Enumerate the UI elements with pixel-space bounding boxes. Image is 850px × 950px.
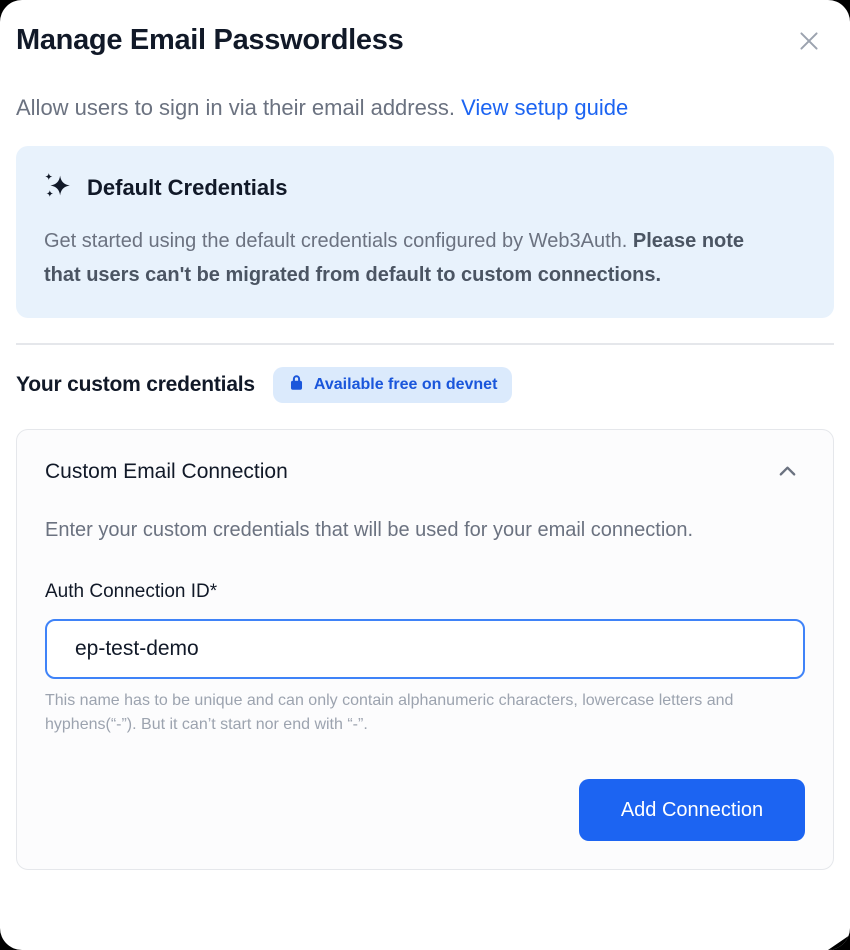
default-credentials-banner	[16, 146, 834, 318]
cursor-artifact	[828, 935, 850, 950]
banner-description	[44, 224, 774, 292]
page-title: Manage Email Passwordless	[16, 24, 404, 56]
auth-connection-id-helper: This name has to be unique and can only contain alphanumeric characters, lowercase letters and hyphens(“-”). But it can’t start nor end with “-”.	[45, 692, 734, 733]
auth-connection-id-input[interactable]	[45, 619, 805, 679]
custom-credentials-header	[16, 367, 834, 403]
custom-email-connection-card	[16, 429, 834, 870]
lock-icon	[288, 374, 305, 396]
devnet-badge-label: Available free on devnet	[313, 376, 498, 393]
collapse-button[interactable]	[774, 458, 801, 485]
card-footer	[45, 779, 805, 841]
section-divider	[16, 343, 834, 345]
subtitle-text: Allow users to sign in via their email address.	[16, 95, 455, 120]
banner-note-text: Please note that users can't be migrated from default to custom connections.	[44, 230, 745, 286]
close-icon	[796, 42, 822, 57]
card-title: Custom Email Connection	[45, 459, 288, 483]
close-button[interactable]	[794, 26, 824, 56]
view-setup-guide-link[interactable]: View setup guide	[461, 95, 629, 120]
sparkles-icon	[44, 172, 71, 204]
banner-description-text: Get started using the default credentials configured by Web3Auth.	[44, 230, 633, 252]
modal-subtitle	[16, 93, 834, 123]
banner-header	[44, 172, 806, 204]
card-header[interactable]	[45, 458, 805, 485]
banner-title: Default Credentials	[87, 175, 288, 200]
devnet-badge	[273, 367, 512, 403]
custom-credentials-heading: Your custom credentials	[16, 373, 255, 396]
card-description: Enter your custom credentials that will be used for your email connection.	[45, 519, 694, 541]
auth-connection-id-label: Auth Connection ID*	[45, 581, 218, 602]
modal-header	[16, 24, 834, 57]
chevron-up-icon	[776, 471, 799, 486]
add-connection-button[interactable]: Add Connection	[579, 779, 805, 841]
